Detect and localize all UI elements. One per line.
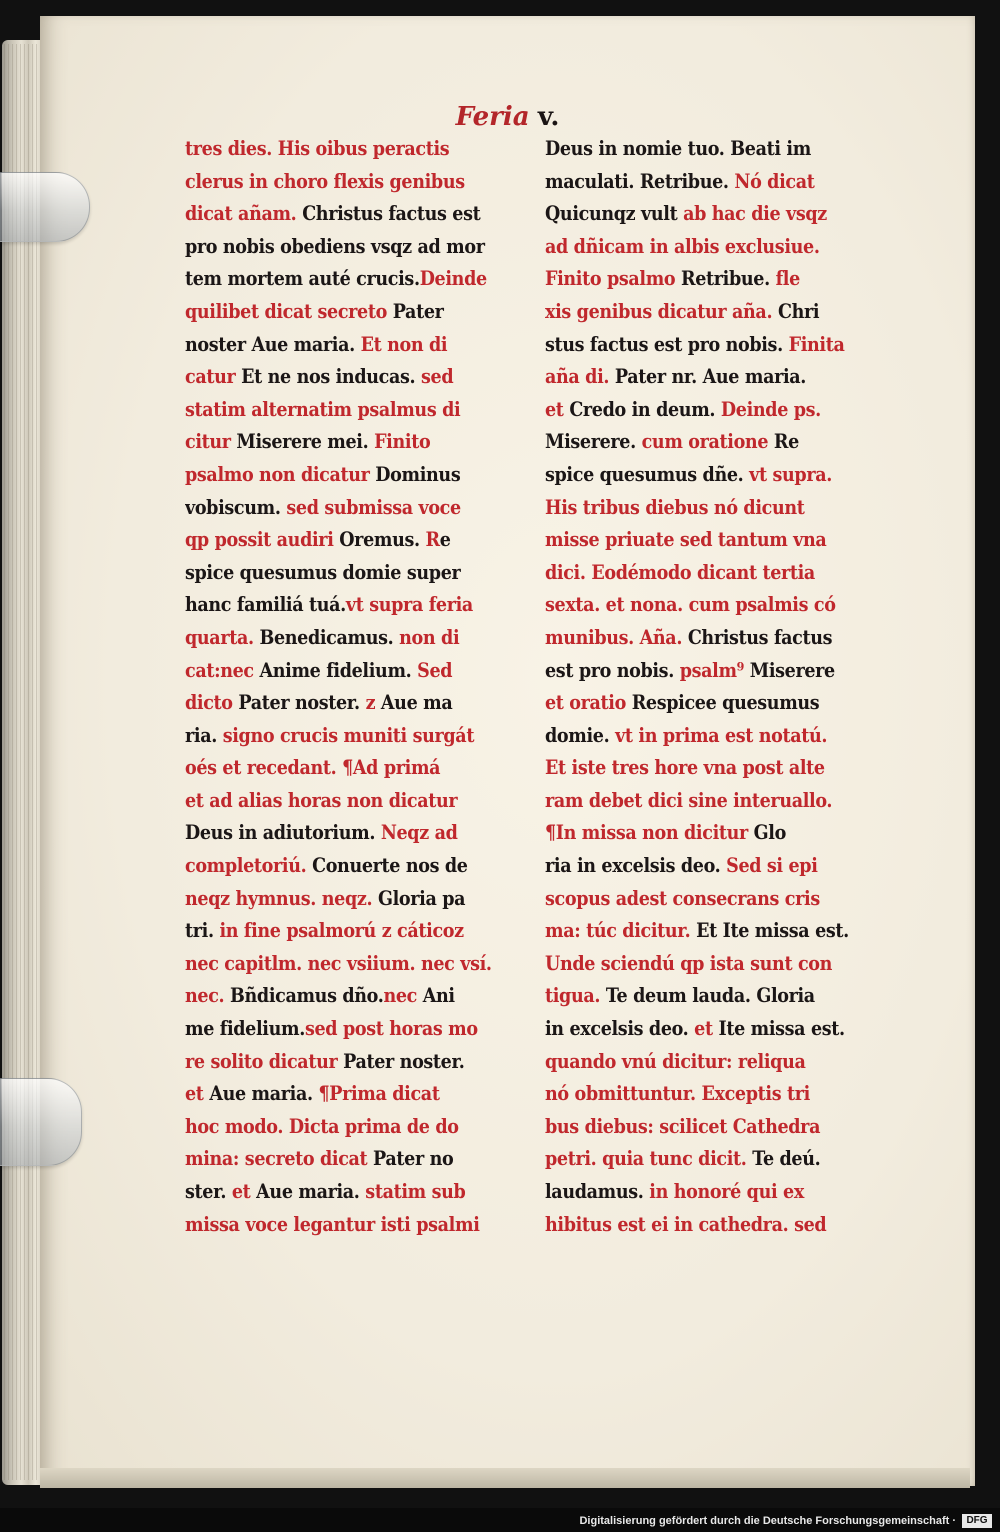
rubric-text: citur [185,430,237,454]
rubric-text: vt in prima est notatú. [615,723,828,747]
rubric-text: signo crucis muniti surgát [222,723,475,747]
body-text: Ite missa est. [718,1017,845,1041]
text-line [545,752,856,785]
text-line [185,329,509,362]
rubric-text: non di [399,625,460,649]
text-line [545,133,856,166]
body-text: maculati. Retribue. [545,169,735,193]
page-bottom-edge [40,1468,970,1488]
rubric-text: vt supra feria [345,593,473,617]
rubric-text: oés et recedant. ¶Ad primá [185,756,441,780]
rubric-text: dici. Eodémodo dicant tertia [545,560,815,584]
body-text: Deus in nomie tuo. Beati im [545,137,811,160]
rubric-text: et [545,397,570,421]
body-text: Anime fidelium. [259,658,418,682]
rubric-text: ad dñicam in albis exclusiue. [545,234,820,258]
rubric-text: hoc modo. Dicta prima de do [185,1114,459,1138]
text-line [185,622,509,655]
rubric-text: sexta. et nona. cum psalmis có [545,593,836,617]
text-line [545,883,856,916]
text-line [545,1046,856,1079]
text-line [545,850,856,883]
text-line [185,198,509,231]
text-line [545,1209,856,1242]
body-text: Glo [753,821,786,845]
rubric-text: aña di. [545,365,615,389]
rubric-text: in fine psalmorú z cáticoz [219,919,464,943]
text-line [185,1046,509,1079]
text-line [545,329,856,362]
body-text: Re [773,430,799,454]
text-line [545,948,856,981]
text-line [545,198,856,231]
text-line [185,459,509,492]
rubric-text: Finita [788,332,845,356]
rubric-text: ¶Prima dicat [318,1082,440,1106]
text-line [185,133,509,166]
rubric-text: quando vnú dicitur: reliqua [545,1049,806,1073]
rubric-text: misse priuate sed tantum vna [545,528,827,552]
body-text: Gloria pa [377,886,466,910]
text-line [545,915,856,948]
rubric-text: quilibet dicat secreto [185,299,393,323]
rubric-text: catur [185,365,242,389]
body-text: tri. [185,919,220,943]
text-line [545,817,856,850]
rubric-text: completoriú. [185,854,313,878]
rubric-text: Deinde [419,267,487,291]
body-text: ria in excelsis deo. [545,854,727,878]
text-line [545,785,856,818]
body-text: e [439,528,451,552]
text-line [185,589,509,622]
rubric-text: bus diebus: scilicet Cathedra [545,1114,821,1138]
page-clip-top [0,172,90,242]
body-text: Retribue. [681,267,776,291]
rubric-text: dicat añam. [185,202,303,226]
footer-credit: Digitalisierung gefördert durch die Deutsche Forschungsgemeinschaft · [579,1515,956,1527]
text-line [545,1111,856,1144]
text-line [545,687,856,720]
rubric-text: z [365,691,381,715]
text-line [545,361,856,394]
body-text: Te deum lauda. Gloria [605,984,815,1008]
rubric-text: His tribus diebus nó dicunt [545,495,805,519]
body-text: tem mortem auté crucis. [185,267,420,291]
rubric-text: psalm⁹ [679,658,750,682]
text-line [545,296,856,329]
body-text: in excelsis deo. [545,1017,695,1041]
text-line [545,231,856,264]
text-line [185,1209,509,1242]
rubric-text: R [425,528,440,552]
body-text: Bñdicamus dño. [230,984,384,1008]
body-text: Aue maria. [209,1082,319,1106]
text-line [545,1013,856,1046]
text-line [545,622,856,655]
rubric-text: Sed [417,658,453,682]
rubric-text: hibitus est ei in cathedra. sed [545,1212,827,1236]
rubric-text: fle [775,267,800,291]
body-text: stus factus est pro nobis. [545,332,789,356]
rubric-text: nó obmittuntur. Exceptis tri [545,1082,810,1106]
text-column-left [185,133,545,1241]
rubric-text: qp possit audiri [185,528,340,552]
rubric-text: His oibus peractis [277,137,450,160]
text-line [185,655,509,688]
body-text: Te deú. [752,1147,821,1171]
body-text: Et Ite missa est. [696,919,849,943]
text-line [185,948,509,981]
rubric-text: nec capitlm. nec vsiium. nec vsí. [185,951,492,975]
rubric-text: dicto [185,691,239,715]
rubric-text: nec [383,984,423,1008]
text-line [185,231,509,264]
body-text: Christus factus est [302,202,481,226]
rubric-text: et [185,1082,210,1106]
text-line [545,492,856,525]
page-clip-bottom [0,1078,82,1166]
rubric-text: in honoré qui ex [649,1180,804,1203]
body-text: me fidelium. [185,1017,305,1041]
text-line [185,915,509,948]
text-line [545,980,856,1013]
body-text: Conuerte nos de [312,854,468,878]
rubric-text: xis genibus dicatur aña. [545,299,778,323]
text-line [185,1176,509,1209]
rubric-text: et [694,1017,719,1041]
rubric-text: sed post horas mo [304,1017,478,1041]
rubric-text: et oratio [545,691,632,715]
text-line [185,1143,509,1176]
text-line [545,524,856,557]
rubric-text: Nó dicat [734,169,815,193]
text-line [185,1078,509,1111]
text-line [545,1143,856,1176]
body-text: Quicunqz vult [545,202,684,226]
rubric-text: et ad alias horas non dicatur [185,788,458,812]
rubric-text: mina: secreto dicat [185,1147,374,1171]
body-text: Pater noster. [238,691,366,715]
body-text: Benedicamus. [259,625,400,649]
rubric-text: missa voce legantur isti psalmi [185,1212,480,1236]
text-column-right [545,133,890,1241]
rubric-text: sed submissa voce [286,495,461,519]
text-line [185,1013,509,1046]
rubric-text: munibus. Aña. [545,625,688,649]
text-line [545,557,856,590]
text-line [545,394,856,427]
body-text: Pater nr. Aue maria. [614,365,807,389]
rubric-text: petri. quia tunc dicit. [545,1147,753,1171]
rubric-text: cum oratione [641,430,774,454]
rubric-text: vt supra. [749,462,832,486]
body-text: Deus in adiutorium. [185,821,381,845]
body-text: vobiscum. [185,495,287,519]
text-line [545,720,856,753]
body-text: Respicee quesumus [631,691,820,715]
rubric-text: nec. [185,984,231,1008]
text-line [185,263,509,296]
rubric-text: statim sub [365,1180,466,1203]
rubric-text: Finito [374,430,431,454]
text-line [185,1111,509,1144]
rubric-text: statim alternatim psalmus di [185,397,461,421]
text-line [545,1078,856,1111]
rubric-text: quarta. [185,625,260,649]
body-text: ster. [185,1180,232,1203]
body-text: Aue ma [380,691,453,715]
body-text: domie. [545,723,616,747]
body-text: spice quesumus domie super [185,560,461,584]
body-text: Pater noster. [343,1049,465,1073]
body-text: Pater no [373,1147,454,1171]
text-line [545,1176,856,1209]
body-text: Miserere mei. [236,430,375,454]
body-text: laudamus. [545,1180,650,1203]
text-line [185,492,509,525]
text-line [185,752,509,785]
rubric-text: et [231,1180,257,1203]
body-text: Et ne nos inducas. [241,365,421,389]
rubric-text: Sed si epi [726,854,818,878]
text-line [185,720,509,753]
body-text: spice quesumus dñe. [545,462,750,486]
body-text: Oremus. [339,528,426,552]
body-text: noster Aue maria. [185,332,361,356]
body-text: Miserere [749,658,835,682]
rubric-text: tres dies. [185,137,278,160]
text-line [545,263,856,296]
text-line [185,426,509,459]
text-line [185,361,509,394]
rubric-text: scopus adest consecrans cris [545,886,820,910]
body-text: Dominus [375,462,461,486]
rubric-text: Deinde ps. [720,397,821,421]
dfg-logo: DFG [962,1514,992,1528]
rubric-text: ab hac die vsqz [683,202,827,226]
running-head [40,102,975,132]
body-text: Credo in deum. [569,397,721,421]
rubric-text: psalmo non dicatur [185,462,376,486]
rubric-text: Neqz ad [380,821,458,845]
body-text: Ani [422,984,455,1008]
text-line [185,785,509,818]
body-text: pro nobis obediens vsqz ad mor [185,234,485,258]
text-line [185,166,509,199]
rubric-text: clerus in choro flexis genibus [185,169,465,193]
body-text: Aue maria. [256,1180,366,1203]
rubric-text: sed [420,365,454,389]
rubric-text: re solito dicatur [185,1049,344,1073]
rubric-text: neqz hymnus. neqz. [185,886,378,910]
body-text: est pro nobis. [545,658,680,682]
text-line [185,687,509,720]
rubric-text: ma: túc dicitur. [545,919,697,943]
text-line [545,459,856,492]
rubric-text: ram debet dici sine interuallo. [545,788,833,812]
body-text: Pater [392,299,444,323]
running-head-title: Feria [455,102,530,132]
text-line [185,394,509,427]
text-line [185,296,509,329]
body-text: ria. [185,723,223,747]
body-text: Christus factus [687,625,833,649]
text-line [185,980,509,1013]
text-line [185,524,509,557]
rubric-text: cat:nec [185,658,260,682]
rubric-text: Et non di [360,332,448,356]
text-line [185,817,509,850]
rubric-text: Et iste tres hore vna post alte [545,756,825,780]
text-line [185,557,509,590]
rubric-text: Finito psalmo [545,267,682,291]
body-text: hanc familiá tuá. [185,593,346,617]
body-text: Chri [777,299,820,323]
text-line [545,426,856,459]
running-head-numeral: v. [537,102,560,132]
rubric-text: ¶In missa non dicitur [545,821,754,845]
rubric-text: tigua. [545,984,606,1008]
body-text: Miserere. [545,430,642,454]
footer-bar [0,1508,1000,1532]
text-line [545,166,856,199]
rubric-text: Unde sciendú qp ista sunt con [545,951,833,975]
text-line [185,883,509,916]
text-line [545,655,856,688]
text-line [185,850,509,883]
text-line [545,589,856,622]
